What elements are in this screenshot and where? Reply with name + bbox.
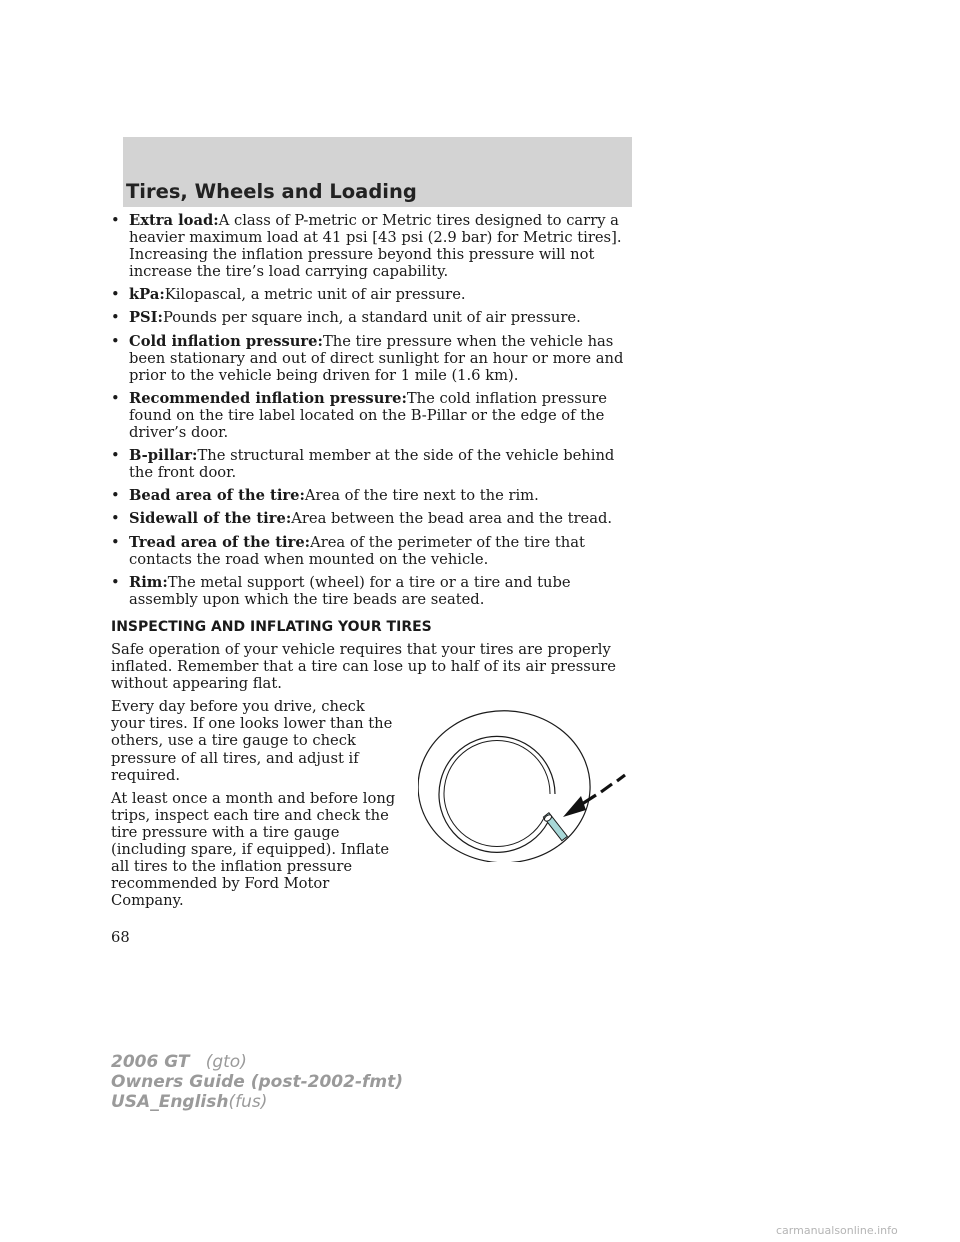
- bullet: •: [111, 533, 120, 551]
- definition-item: [111, 534, 636, 568]
- tire-valve-illustration: [418, 692, 628, 862]
- footer-model-code: (gto): [205, 1052, 247, 1072]
- definition-term: Bead area of the tire:: [129, 487, 305, 505]
- definition-term: Rim:: [129, 573, 168, 591]
- footer-language: USA_English: [111, 1092, 229, 1112]
- definition-term: Sidewall of the tire:: [129, 510, 292, 528]
- footer-model: 2006 GT: [111, 1052, 190, 1072]
- arrow-dash: [601, 784, 612, 792]
- bullet: •: [111, 212, 120, 229]
- bullet: •: [111, 510, 120, 528]
- paragraph: Safe operation of your vehicle requires that your tires are properly inflated. Remember that a tire can lose up to half of its air pressure without appearing flat.: [111, 640, 616, 693]
- definition-item: [111, 510, 636, 527]
- definition-text: The structural member at the side of the vehicle behind the front door.: [129, 447, 615, 482]
- page-title: Tires, Wheels and Loading: [126, 180, 417, 203]
- definition-term: PSI:: [129, 309, 163, 327]
- definition-item: [111, 212, 636, 280]
- definition-text: Area of the perimeter of the tire that contacts the road when mounted on the vehicle.: [129, 533, 585, 568]
- definition-list: [111, 212, 636, 608]
- footer-guide: Owners Guide (post-2002-fmt): [111, 1072, 404, 1092]
- definition-item: [111, 574, 636, 608]
- definition-text: The tire pressure when the vehicle has been stationary and out of direct sunlight for an hour or more and prior to the vehicle being driven for 1 mile (1.6 km).: [129, 332, 624, 384]
- definition-item: [111, 390, 636, 441]
- tire-rim-outer: [439, 736, 555, 852]
- definition-text: Area of the tire next to the rim.: [304, 487, 539, 505]
- section-heading: INSPECTING AND INFLATING YOUR TIRES: [111, 618, 432, 635]
- definition-term: kPa:: [129, 286, 165, 304]
- footer-line: [111, 1052, 403, 1072]
- definition-term: B-pillar:: [129, 447, 198, 465]
- definition-item: [111, 447, 636, 481]
- paragraph: Every day before you drive, check your tires. If one looks lower than the others, use a tire gauge to check pressure of all tires, and adjust if required.: [111, 698, 393, 784]
- definition-term: Recommended inflation pressure:: [129, 389, 407, 407]
- arrow-head-icon: [563, 796, 586, 817]
- definition-item: [111, 487, 636, 504]
- bullet: •: [111, 332, 120, 350]
- bullet: •: [111, 286, 120, 304]
- definition-item: [111, 309, 636, 326]
- definition-term: Cold inflation pressure:: [129, 332, 323, 350]
- footer-line: [111, 1092, 403, 1112]
- definition-text: The cold inflation pressure found on the tire label located on the B-Pillar or the edge of the driver’s door.: [129, 389, 607, 442]
- watermark: carmanualsonline.info: [776, 1224, 898, 1237]
- document-footer: [111, 1052, 403, 1112]
- bullet: •: [111, 389, 120, 407]
- definition-text: Pounds per square inch, a standard unit of air pressure.: [162, 309, 581, 327]
- bullet: •: [111, 447, 120, 465]
- tire-rim-inner: [444, 741, 550, 847]
- definition-item: [111, 286, 636, 303]
- definition-term: Tread area of the tire:: [129, 533, 311, 551]
- definition-text: Kilopascal, a metric unit of air pressure.: [164, 286, 466, 304]
- bullet: •: [111, 487, 120, 505]
- definition-text: The metal support (wheel) for a tire or a tire and tube assembly upon which the tire beads are seated.: [129, 573, 571, 608]
- definition-item: [111, 333, 636, 384]
- page-number: 68: [111, 929, 130, 946]
- bullet: •: [111, 573, 120, 591]
- bullet: •: [111, 309, 120, 327]
- definition-text: A class of P-metric or Metric tires designed to carry a heavier maximum load at 41 psi [43 psi (2.9 bar) for Metric tires]. Increasing the inflation pressure beyond this pressure will not increase the tire’s load carrying capability.: [129, 212, 622, 281]
- definition-text: Area between the bead area and the tread.: [291, 510, 613, 528]
- paragraph: At least once a month and before long trips, inspect each tire and check the tire pressure with a tire gauge (including spare, if equipped). Inflate all tires to the inflation pressure recommended by Ford Motor Company.: [111, 789, 396, 910]
- arrow-dash: [617, 775, 625, 781]
- definition-term: Extra load:: [129, 212, 219, 229]
- footer-language-code: (fus): [228, 1092, 268, 1112]
